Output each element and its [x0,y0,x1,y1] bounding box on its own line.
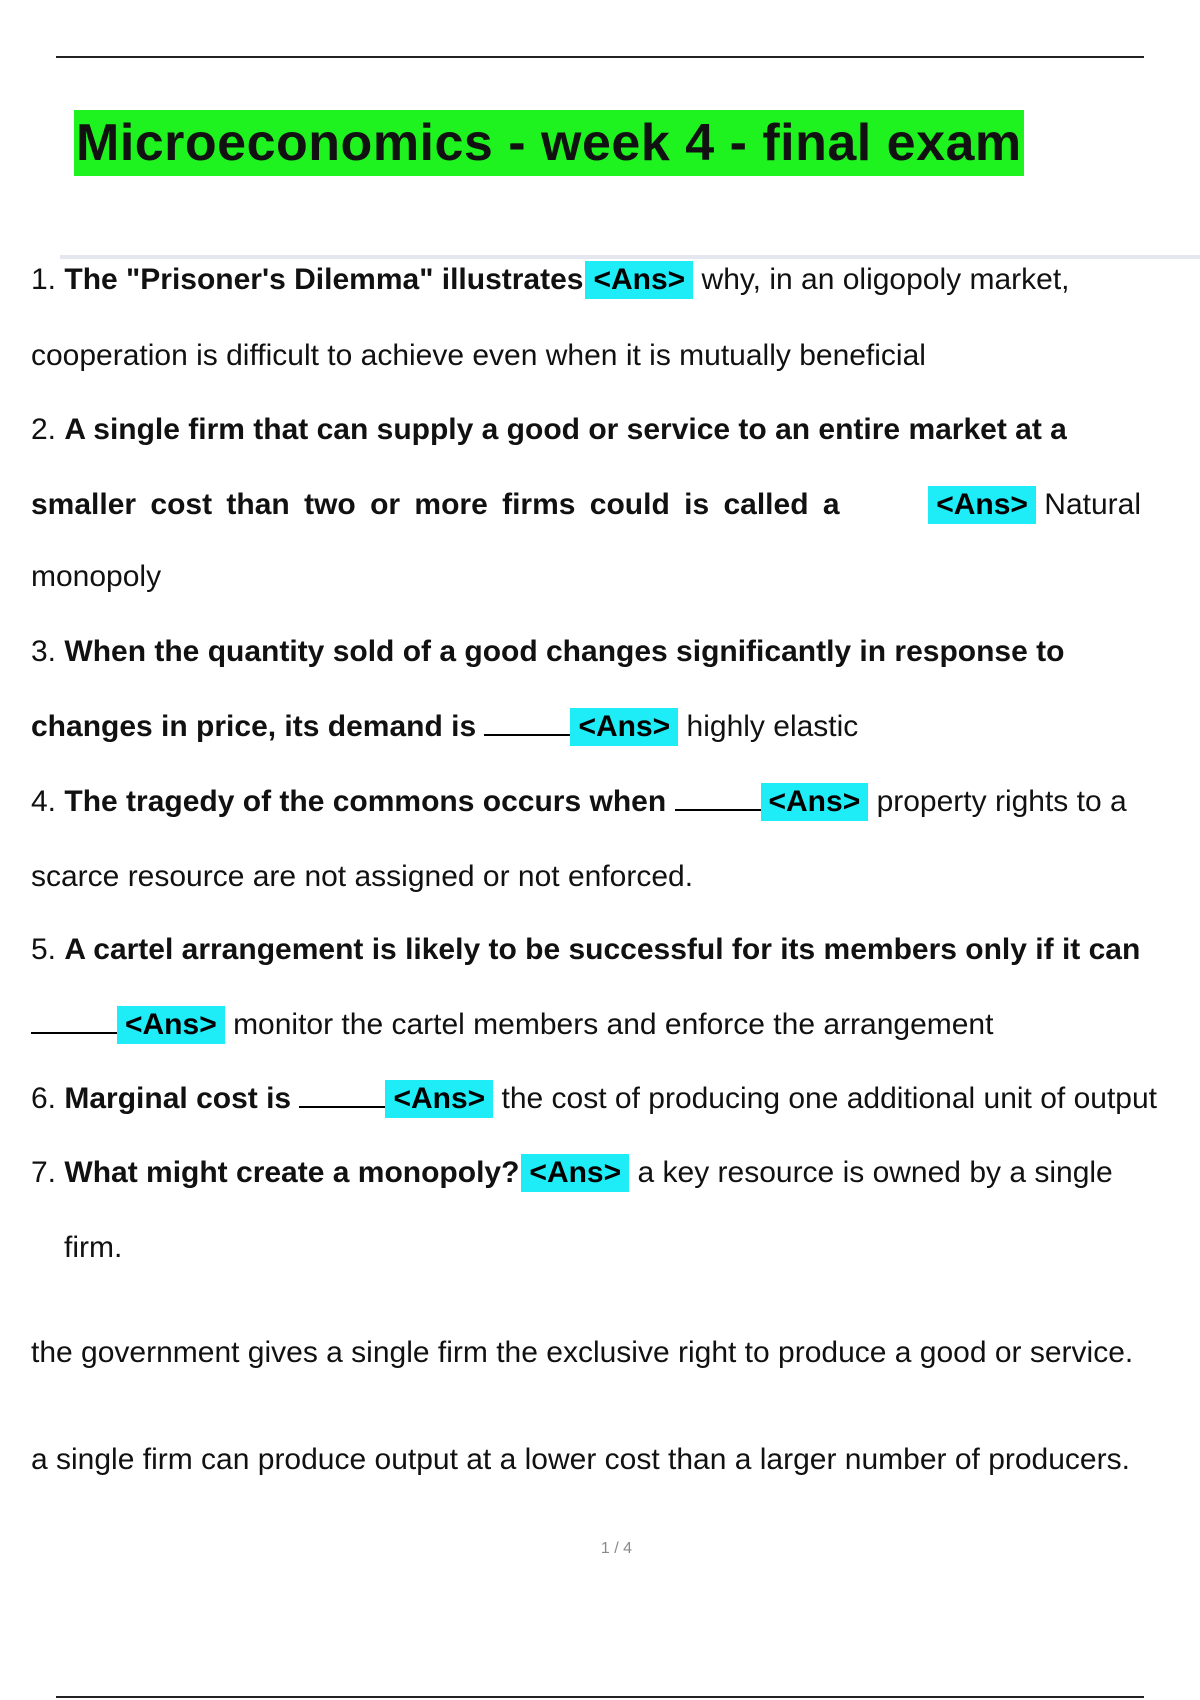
q7-answer-b: firm. [64,1231,123,1264]
q4-line-2 [31,857,693,897]
q1-line-1 [31,260,1070,300]
q4-question: The tragedy of the commons occurs when [64,785,667,818]
q6-line-1 [31,1079,1157,1119]
q5-line-2 [31,1005,993,1045]
q2-answer-b: monopoly [31,560,162,593]
q4-line-1 [31,782,1127,822]
q7-ans-tag: <Ans> [521,1154,629,1192]
q5-line-1 [31,930,1140,970]
q4-number: 4. [31,785,57,818]
q6-ans-tag: <Ans> [385,1080,493,1118]
q1-number: 1. [31,263,57,296]
q7-answer-d: a single firm can produce output at a lower cost than a larger number of producers. [31,1443,1130,1476]
q1-question: The "Prisoner's Dilemma" illustrates [64,263,584,296]
q2-number: 2. [31,413,57,446]
q2-ans-tag: <Ans> [928,486,1036,524]
q4-answer-a: property rights to a [876,785,1127,818]
page-number: 1 / 4 [600,1540,633,1557]
bottom-rule [56,1696,1144,1698]
q3-ans-tag: <Ans> [570,708,678,746]
q7-line-1 [31,1153,1113,1193]
q1-answer-b: cooperation is difficult to achieve even when it is mutually beneficial [31,339,926,372]
q5-number: 5. [31,933,57,966]
q2-question-a: A single firm that can supply a good or service to an entire market at a [64,413,1067,446]
page-title: Microeconomics - week 4 - final exam [74,110,1024,176]
q4-answer-b: scarce resource are not assigned or not enforced. [31,860,694,893]
q1-ans-tag: <Ans> [585,261,693,299]
top-rule [56,56,1144,58]
q6-number: 6. [31,1082,57,1115]
q5-question: A cartel arrangement is likely to be successful for its members only if it can [64,933,1141,966]
q3-question-b: changes in price, its demand is [31,710,477,743]
q1-line-2 [31,336,926,376]
q3-line-1 [31,632,1064,672]
q3-line-2 [31,707,858,747]
q4-blank [675,785,761,811]
q2-line-1 [31,410,1067,450]
q7-line-4 [31,1440,1130,1480]
q5-answer: monitor the cartel members and enforce the arrangement [233,1008,994,1041]
q3-question-a: When the quantity sold of a good changes significantly in response to [64,635,1065,668]
q2-line-2 [31,485,1141,525]
q3-answer: highly elastic [686,710,859,743]
q7-answer-a: a key resource is owned by a single [637,1156,1113,1189]
q7-number: 7. [31,1156,57,1189]
q7-question: What might create a monopoly? [64,1156,520,1189]
q2-answer-a: Natural [1044,488,1141,521]
q5-blank [31,1008,117,1034]
q5-ans-tag: <Ans> [117,1006,225,1044]
q6-blank [299,1082,385,1108]
q2-question-b: smaller cost than two or more firms could is called a [31,488,840,521]
q7-answer-c: the government gives a single firm the exclusive right to produce a good or service. [31,1336,1134,1369]
q3-number: 3. [31,635,57,668]
q7-line-2 [64,1228,122,1268]
q2-line-3 [31,557,161,597]
q6-answer: the cost of producing one additional unit of output [501,1082,1157,1115]
q6-question: Marginal cost is [64,1082,292,1115]
q7-line-3 [31,1333,1133,1373]
q1-answer-a: why, in an oligopoly market, [701,263,1070,296]
title-separator [60,255,1200,259]
q4-ans-tag: <Ans> [761,783,869,821]
q3-blank [484,710,570,736]
